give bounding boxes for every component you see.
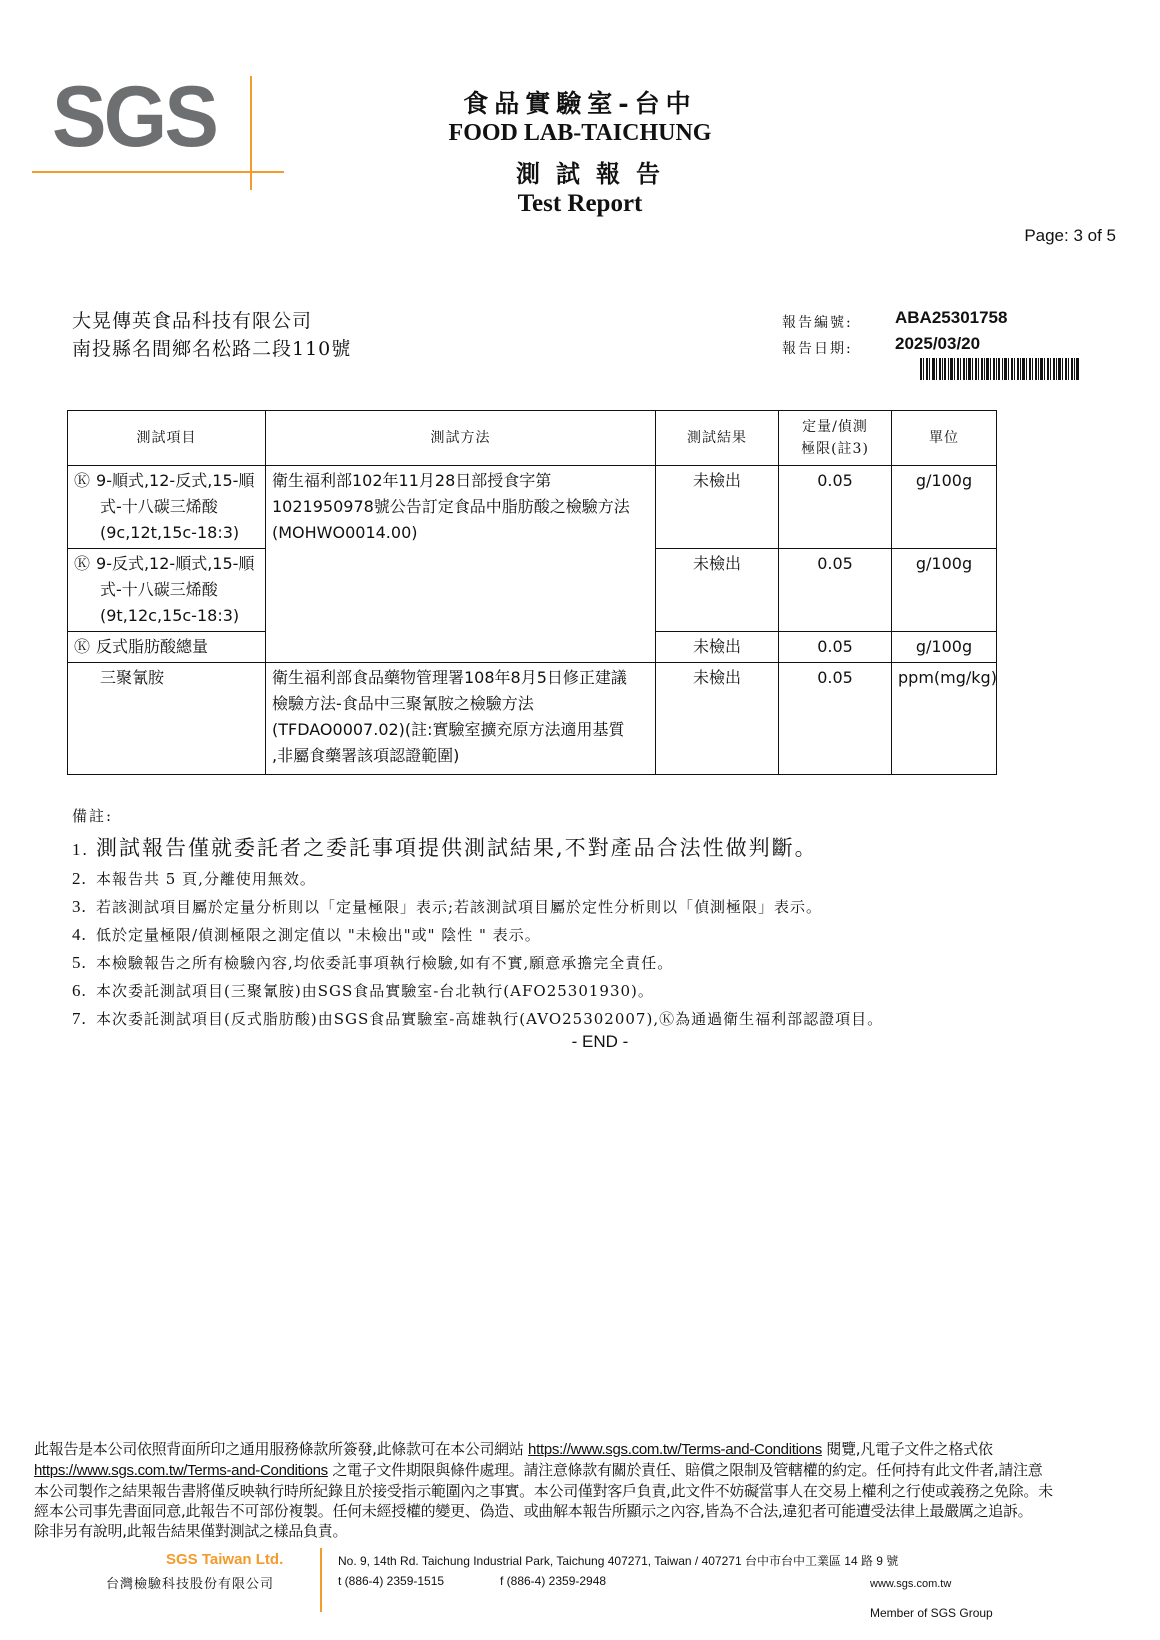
header-limit xyxy=(779,411,892,466)
footer-website[interactable]: www.sgs.com.tw xyxy=(870,1578,952,1590)
test-method-line: 檢驗方法-食品中三聚氰胺之檢驗方法 xyxy=(272,694,534,713)
note-number: 3. xyxy=(72,897,87,916)
report-number-label: 報告編號: xyxy=(782,315,853,331)
test-results-table xyxy=(67,410,997,775)
footer-orange-divider xyxy=(320,1548,322,1612)
footer-member-of-sgs: Member of SGS Group xyxy=(870,1606,993,1620)
test-item-cell xyxy=(68,466,266,549)
terms-text: 除非另有說明,此報告結果僅對測試之樣品負責。 xyxy=(34,1522,348,1540)
footer-company-name-en: SGS Taiwan Ltd. xyxy=(166,1551,284,1568)
header-limit-line1: 定量/偵測 xyxy=(802,419,868,435)
unit-cell: g/100g xyxy=(892,466,997,549)
footer-terms xyxy=(34,1439,1134,1541)
accreditation-mark: Ⓚ xyxy=(74,637,91,656)
footer-telephone: t (886-4) 2359-1515 xyxy=(338,1574,445,1588)
test-item-cell xyxy=(68,549,266,632)
notes-title: 備註: xyxy=(72,807,114,825)
limit-cell: 0.05 xyxy=(779,549,892,632)
test-item-line: (9c,12t,15c-18:3) xyxy=(100,523,240,542)
sgs-logo-text: SGS xyxy=(52,69,216,165)
test-item-line: 9-反式,12-順式,15-順 xyxy=(96,554,255,573)
lab-name-en: FOOD LAB-TAICHUNG xyxy=(448,120,712,146)
test-method-line: (TFDAO0007.02)(註:實驗室擴充原方法適用基質 xyxy=(272,720,625,739)
terms-text: 之電子文件期限與條件處理。請注意條款有關於責任、賠償之限制及管轄權的約定。任何持有此文件者,請注意 xyxy=(332,1461,1043,1479)
note-text: 若該測試項目屬於定量分析則以「定量極限」表示;若該測試項目屬於定性分析則以「偵測極限」表示。 xyxy=(96,898,823,916)
header-test-method: 測試方法 xyxy=(266,411,656,466)
test-result-cell: 未檢出 xyxy=(656,466,779,549)
report-title-en: Test Report xyxy=(517,190,643,217)
logo-orange-vertical-line xyxy=(250,76,252,190)
header-test-result: 測試結果 xyxy=(656,411,779,466)
note-number: 2. xyxy=(72,869,87,888)
table-row xyxy=(68,466,997,549)
limit-cell: 0.05 xyxy=(779,663,892,775)
note-text: 本報告共 5 頁,分離使用無效。 xyxy=(96,870,316,888)
test-method-cell xyxy=(266,466,656,663)
limit-cell: 0.05 xyxy=(779,466,892,549)
note-text: 測試報告僅就委託者之委託事項提供測試結果,不對產品合法性做判斷。 xyxy=(96,836,818,860)
terms-text: 經本公司事先書面同意,此報告不可部份複製。任何未經授權的變更、偽造、或曲解本報告所顯示之內容,皆為不合法,違犯者可能遭受法律上最嚴厲之追訴。 xyxy=(34,1502,1033,1520)
note-text: 本檢驗報告之所有檢驗內容,均依委託事項執行檢驗,如有不實,願意承擔完全責任。 xyxy=(96,954,674,972)
logo-orange-horizontal-line xyxy=(32,171,284,173)
note-item xyxy=(72,980,654,1001)
test-item-line: 反式脂肪酸總量 xyxy=(96,637,209,656)
table-row xyxy=(68,663,997,775)
end-marker: - END - xyxy=(571,1032,629,1051)
test-method-line: 衛生福利部102年11月28日部授食字第 xyxy=(272,471,552,490)
client-name: 大晃傳英食品科技有限公司 xyxy=(72,310,313,332)
note-number: 4. xyxy=(72,925,87,944)
unit-cell: g/100g xyxy=(892,549,997,632)
accreditation-mark: Ⓚ xyxy=(74,471,91,490)
header-limit-line2: 極限(註3) xyxy=(801,441,869,457)
terms-text: 閱覽,凡電子文件之格式依 xyxy=(826,1440,993,1458)
test-item-cell xyxy=(68,663,266,775)
limit-cell: 0.05 xyxy=(779,632,892,663)
test-item-line: 9-順式,12-反式,15-順 xyxy=(96,471,255,490)
unit-cell: ppm(mg/kg) xyxy=(892,663,997,775)
note-text: 低於定量極限/偵測極限之測定值以 "未檢出"或" 陰性 " 表示。 xyxy=(96,926,541,944)
test-method-line: ,非屬食藥署該項認證範圍) xyxy=(272,746,460,765)
page-number: Page: 3 of 5 xyxy=(1024,226,1116,245)
client-address: 南投縣名間鄉名松路二段110號 xyxy=(72,338,352,360)
footer-fax: f (886-4) 2359-2948 xyxy=(500,1574,607,1588)
table-header-row xyxy=(68,411,997,466)
accreditation-mark: Ⓚ xyxy=(74,554,91,573)
test-item-line: 三聚氰胺 xyxy=(100,668,165,687)
test-item-line: (9t,12c,15c-18:3) xyxy=(100,606,240,625)
unit-cell: g/100g xyxy=(892,632,997,663)
test-method-cell xyxy=(266,663,656,775)
test-item-cell xyxy=(68,632,266,663)
test-method-line: (MOHWO0014.00) xyxy=(272,523,418,542)
note-number: 1. xyxy=(72,840,89,859)
note-item xyxy=(72,952,673,973)
footer-company-name-zh: 台灣檢驗科技股份有限公司 xyxy=(106,1577,275,1592)
test-item-line: 式-十八碳三烯酸 xyxy=(100,580,218,599)
terms-link[interactable]: https://www.sgs.com.tw/Terms-and-Conditions xyxy=(528,1441,822,1458)
note-number: 6. xyxy=(72,981,87,1000)
note-item xyxy=(72,896,822,917)
report-date: 2025/03/20 xyxy=(895,334,981,353)
note-item xyxy=(72,1008,883,1029)
note-text: 本次委託測試項目(反式脂肪酸)由SGS食品實驗室-高雄執行(AVO25302007),Ⓚ為通過衛生福利部認證項目。 xyxy=(96,1010,884,1028)
terms-text: 此報告是本公司依照背面所印之通用服務條款所簽發,此條款可在本公司網站 xyxy=(34,1440,524,1458)
report-number: ABA25301758 xyxy=(895,308,1008,327)
test-item-line: 式-十八碳三烯酸 xyxy=(100,497,218,516)
note-item xyxy=(72,832,818,862)
report-title-zh: 測試報告 xyxy=(516,159,676,188)
test-method-line: 1021950978號公告訂定食品中脂肪酸之檢驗方法 xyxy=(272,497,630,516)
report-barcode xyxy=(920,358,1080,380)
test-result-cell: 未檢出 xyxy=(656,663,779,775)
footer-address: No. 9, 14th Rd. Taichung Industrial Park, Taichung 407271, Taiwan / 407271 台中市台中工業區 14 路 9 號 xyxy=(338,1554,899,1568)
note-item xyxy=(72,868,316,889)
test-result-cell: 未檢出 xyxy=(656,632,779,663)
test-method-line: 衛生福利部食品藥物管理署108年8月5日修正建議 xyxy=(272,668,627,687)
note-text: 本次委託測試項目(三聚氰胺)由SGS食品實驗室-台北執行(AFO25301930)。 xyxy=(96,982,654,1000)
lab-name-zh: 食品實驗室-台中 xyxy=(463,89,697,118)
test-result-cell: 未檢出 xyxy=(656,549,779,632)
note-item xyxy=(72,924,541,945)
note-number: 7. xyxy=(72,1009,87,1028)
header-test-item: 測試項目 xyxy=(68,411,266,466)
header-unit: 單位 xyxy=(892,411,997,466)
note-number: 5. xyxy=(72,953,87,972)
terms-text: 本公司製作之結果報告書將僅反映執行時所紀錄且於接受指示範圍內之事實。本公司僅對客戶負責,此文件不妨礙當事人在交易上權利之行使或義務之免除。未 xyxy=(34,1482,1053,1500)
terms-link[interactable]: https://www.sgs.com.tw/Terms-and-Conditions xyxy=(34,1462,328,1479)
report-date-label: 報告日期: xyxy=(782,341,853,357)
